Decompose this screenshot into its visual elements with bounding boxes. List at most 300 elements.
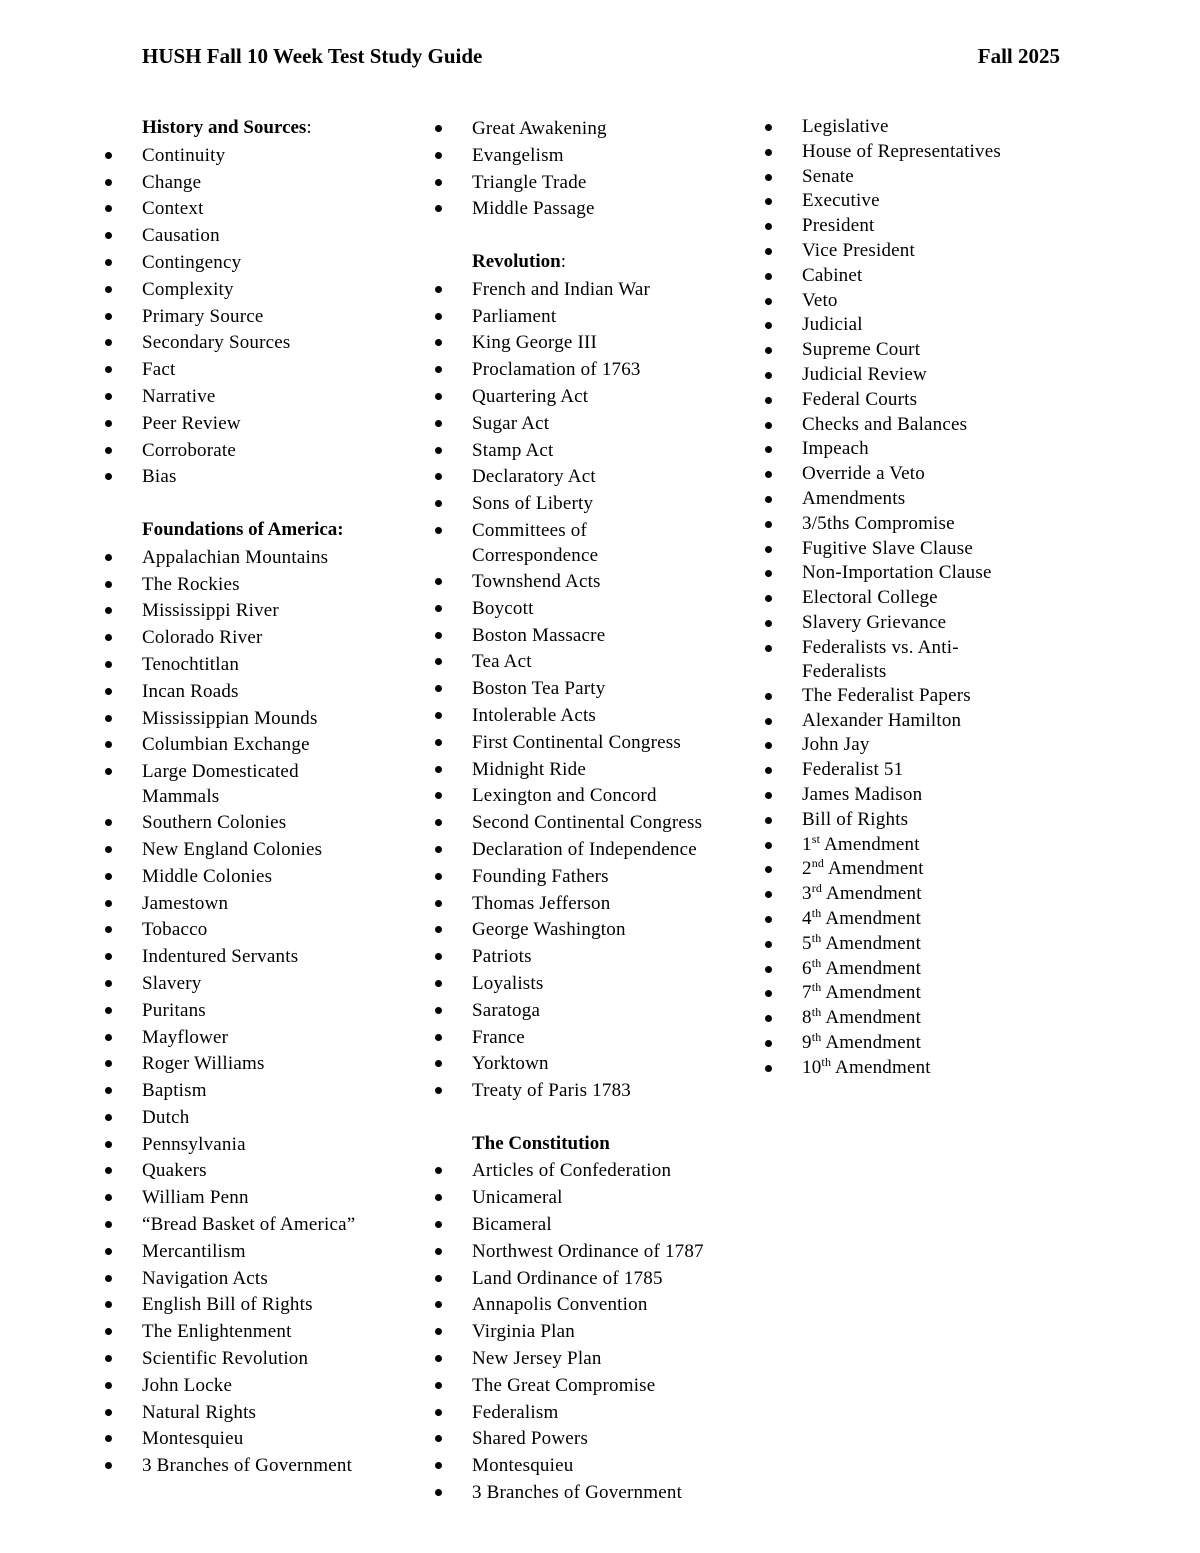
list-item-text: Annapolis Convention (472, 1294, 648, 1316)
list-item (102, 1452, 422, 1479)
bullet-icon (765, 174, 772, 181)
list-item-text: Boycott (472, 597, 534, 619)
amendment-ordinal-suffix: nd (811, 856, 825, 871)
bullet-icon (435, 819, 442, 826)
section-title (472, 1131, 752, 1158)
list-item (432, 970, 752, 997)
bullet-icon (105, 1409, 112, 1416)
amendment-number: 8 (802, 1007, 812, 1029)
list-item (432, 1265, 752, 1292)
list-item-text: Bias (142, 466, 177, 488)
bullet-icon (765, 248, 772, 255)
list-item-text: Mercantilism (142, 1240, 246, 1262)
bullet-icon (765, 446, 772, 453)
list-item (102, 731, 422, 758)
list-item (762, 264, 1082, 289)
bullet-icon (435, 1435, 442, 1442)
list-item (102, 651, 422, 678)
list-item (102, 916, 422, 943)
list-item-text: Judicial (802, 314, 863, 336)
list-item-text: Complexity (142, 278, 234, 300)
list-item (432, 997, 752, 1024)
list-item (102, 836, 422, 863)
list-item-text: Roger Williams (142, 1053, 265, 1075)
bullet-icon (435, 1221, 442, 1228)
list-item (432, 1479, 752, 1506)
list-item (102, 705, 422, 732)
list-item (102, 1265, 422, 1292)
bullet-icon (765, 124, 772, 131)
bullet-icon (435, 712, 442, 719)
amendment-number: 10 (802, 1056, 822, 1078)
list-item-text: Primary Source (142, 305, 264, 327)
list-item (432, 1345, 752, 1372)
list-item-text: Treaty of Paris 1783 (472, 1080, 631, 1102)
list-item-text: Bill of Rights (802, 808, 909, 830)
list-item (762, 684, 1082, 709)
bullet-icon (765, 990, 772, 997)
list-item-text: New England Colonies (142, 838, 323, 860)
amendment-ordinal-suffix: th (811, 955, 822, 970)
list-item (432, 303, 752, 330)
list-item (102, 169, 422, 196)
bullet-icon (105, 1167, 112, 1174)
list-item-text: The Rockies (142, 573, 240, 595)
list-item-text: Executive (802, 190, 880, 212)
list-item (762, 611, 1082, 636)
list-item (102, 1318, 422, 1345)
list-item (432, 622, 752, 649)
list-item-text: Electoral College (802, 587, 938, 609)
bullet-icon (435, 447, 442, 454)
bullet-icon (105, 1087, 112, 1094)
list-item (762, 115, 1082, 140)
list-item (102, 1024, 422, 1051)
list-item-text: Unicameral (472, 1187, 563, 1209)
amendment-ordinal-suffix: th (811, 1005, 822, 1020)
list-item-text: Thomas Jefferson (472, 892, 611, 914)
list-item (432, 1372, 752, 1399)
list-item (432, 1211, 752, 1238)
list-item-text: Articles of Confederation (472, 1160, 672, 1182)
list-item-text: Incan Roads (142, 680, 239, 702)
bullet-icon (435, 873, 442, 880)
bullet-icon (765, 866, 772, 873)
list-item (102, 410, 422, 437)
term-list (762, 833, 1082, 1081)
amendment-number: 3 (802, 883, 812, 905)
list-item (762, 512, 1082, 537)
amendment-number: 5 (802, 932, 812, 954)
bullet-icon (105, 339, 112, 346)
list-item (102, 1291, 422, 1318)
list-item-text: Intolerable Acts (472, 704, 597, 726)
bullet-icon (765, 521, 772, 528)
list-item (102, 1399, 422, 1426)
list-item-text: The Federalist Papers (802, 684, 971, 706)
bullet-icon (435, 1301, 442, 1308)
list-item-text: Change (142, 171, 202, 193)
bullet-icon (765, 198, 772, 205)
section-title (472, 249, 752, 276)
bullet-icon (435, 1194, 442, 1201)
list-item (762, 388, 1082, 413)
bullet-icon (765, 767, 772, 774)
bullet-icon (105, 634, 112, 641)
document-title: HUSH Fall 10 Week Test Study Guide (142, 44, 483, 68)
list-item (432, 648, 752, 675)
list-item (102, 678, 422, 705)
list-item-text: Quakers (142, 1160, 207, 1182)
list-item (432, 1291, 752, 1318)
list-item (432, 1157, 752, 1184)
bullet-icon (435, 578, 442, 585)
bullet-icon (435, 473, 442, 480)
list-item-text: Loyalists (472, 972, 544, 994)
list-item-text: Large Domesticated Mammals (142, 761, 299, 808)
list-item-text: Great Awakening (472, 118, 607, 139)
bullet-icon (435, 1328, 442, 1335)
list-item (102, 437, 422, 464)
list-item (762, 733, 1082, 758)
list-item (432, 115, 752, 142)
amendment-item (762, 1056, 1082, 1081)
bullet-icon (105, 873, 112, 880)
list-item-text: Federalism (472, 1401, 559, 1423)
list-item-text: Causation (142, 225, 220, 247)
list-item-text: Puritans (142, 999, 206, 1021)
bullet-icon (435, 926, 442, 933)
list-item-text: Peer Review (142, 412, 241, 434)
amendment-label: Amendment (825, 1031, 922, 1053)
list-item-text: Pennsylvania (142, 1133, 246, 1155)
bullet-icon (765, 1040, 772, 1047)
section-revolution (432, 249, 752, 1104)
section-history-and-sources (102, 115, 422, 490)
bullet-icon (765, 1015, 772, 1022)
list-item (762, 363, 1082, 388)
list-item-text: 3/5ths Compromise (802, 512, 955, 534)
list-item-text: Federalists vs. Anti-Federalists (802, 636, 959, 682)
list-item (102, 195, 422, 222)
list-item-text: Legislative (802, 116, 889, 137)
bullet-icon (105, 179, 112, 186)
list-item-text: French and Indian War (472, 278, 651, 300)
list-item-text: Virginia Plan (472, 1321, 575, 1343)
list-item-text: George Washington (472, 919, 626, 941)
bullet-icon (435, 286, 442, 293)
section-col2-part1 (432, 115, 752, 222)
bullet-icon (765, 817, 772, 824)
list-item (432, 1452, 752, 1479)
bullet-icon (105, 1462, 112, 1469)
list-item-text: President (802, 215, 875, 237)
list-item-text: Sons of Liberty (472, 493, 594, 515)
list-item-text: Mississippian Mounds (142, 707, 318, 729)
list-item (102, 222, 422, 249)
section-title-text: Revolution (472, 250, 561, 272)
amendment-label: Amendment (826, 883, 922, 905)
section-col3-part2 (762, 833, 1082, 1081)
list-item-text: Override a Veto (802, 463, 925, 485)
list-item-text: House of Representatives (802, 140, 1001, 162)
list-item (102, 597, 422, 624)
bullet-icon (105, 926, 112, 933)
list-item (432, 595, 752, 622)
list-item-text: Corroborate (142, 439, 236, 461)
term-list (102, 142, 422, 490)
list-item-text: Middle Passage (472, 198, 595, 220)
bullet-icon (435, 527, 442, 534)
list-item-text: Tea Act (472, 651, 532, 673)
list-item (432, 356, 752, 383)
list-item-text: Impeach (802, 438, 869, 460)
amendment-ordinal-suffix: th (811, 1029, 822, 1044)
bullet-icon (105, 1275, 112, 1282)
term-list (432, 1157, 752, 1505)
term-list (432, 276, 752, 1104)
amendment-item (762, 1006, 1082, 1031)
list-item-text: Senate (802, 165, 854, 187)
list-item (762, 783, 1082, 808)
bullet-icon (105, 447, 112, 454)
list-item-text: Proclamation of 1763 (472, 359, 641, 381)
list-item (762, 709, 1082, 734)
section-title-text: Foundations of America: (142, 518, 344, 540)
list-item-text: Bicameral (472, 1214, 552, 1236)
list-item-text: Boston Tea Party (472, 678, 606, 700)
list-item-text: Secondary Sources (142, 332, 291, 354)
list-item-text: First Continental Congress (472, 731, 681, 753)
bullet-icon (765, 471, 772, 478)
list-item-text: Natural Rights (142, 1401, 257, 1423)
page-header (142, 44, 1060, 69)
amendment-label: Amendment (825, 982, 922, 1004)
list-item (102, 571, 422, 598)
bullet-icon (105, 1034, 112, 1041)
list-item (102, 1238, 422, 1265)
bullet-icon (765, 322, 772, 329)
amendment-ordinal-suffix: rd (811, 881, 823, 896)
list-item-text: Context (142, 198, 204, 220)
list-item-text: Shared Powers (472, 1428, 589, 1450)
bullet-icon (765, 916, 772, 923)
amendment-item (762, 1031, 1082, 1056)
bullet-icon (765, 273, 772, 280)
term-list (432, 115, 752, 222)
list-item-text: Fugitive Slave Clause (802, 537, 973, 559)
list-item-text: Columbian Exchange (142, 734, 310, 756)
list-item-text: Middle Colonies (142, 865, 273, 887)
bullet-icon (105, 259, 112, 266)
amendment-label: Amendment (824, 833, 920, 855)
section-the-constitution (432, 1131, 752, 1506)
list-item (432, 1238, 752, 1265)
list-item (432, 1050, 752, 1077)
column-2 (432, 115, 752, 1533)
list-item-text: Alexander Hamilton (802, 709, 962, 731)
list-item (432, 1318, 752, 1345)
list-item-text: Narrative (142, 385, 216, 407)
list-item-text: Stamp Act (472, 439, 554, 461)
list-item-text: Mayflower (142, 1026, 229, 1048)
bullet-icon (765, 149, 772, 156)
list-item-text: Patriots (472, 946, 532, 968)
list-item (102, 249, 422, 276)
bullet-icon (105, 286, 112, 293)
list-item (102, 1050, 422, 1077)
list-item-text: Southern Colonies (142, 812, 287, 834)
list-item-text: Yorktown (472, 1053, 549, 1075)
list-item (432, 702, 752, 729)
list-item (432, 1184, 752, 1211)
bullet-icon (435, 1087, 442, 1094)
list-item-text: 3 Branches of Government (472, 1482, 683, 1504)
list-item-text: Navigation Acts (142, 1267, 268, 1289)
list-item (762, 313, 1082, 338)
list-item-text: Quartering Act (472, 385, 589, 407)
bullet-icon (105, 846, 112, 853)
list-item-text: France (472, 1026, 525, 1048)
bullet-icon (435, 900, 442, 907)
section-title-suffix: : (306, 117, 312, 138)
bullet-icon (435, 205, 442, 212)
list-item-text: James Madison (802, 783, 923, 805)
list-item (432, 675, 752, 702)
bullet-icon (105, 1328, 112, 1335)
list-item (762, 289, 1082, 314)
list-item (762, 561, 1082, 586)
list-item (762, 537, 1082, 562)
bullet-icon (105, 1435, 112, 1442)
bullet-icon (765, 891, 772, 898)
term-label: Fall 2025 (977, 44, 1060, 68)
list-item-text: Triangle Trade (472, 171, 587, 193)
list-item (762, 140, 1082, 165)
bullet-icon (765, 718, 772, 725)
list-item (762, 239, 1082, 264)
amendment-item (762, 833, 1082, 858)
list-item (432, 142, 752, 169)
list-item-text: Jamestown (142, 892, 229, 914)
bullet-icon (435, 1248, 442, 1255)
amendment-item (762, 932, 1082, 957)
bullet-icon (435, 420, 442, 427)
list-item-text: Continuity (142, 144, 226, 166)
list-item (432, 836, 752, 863)
bullet-icon (105, 980, 112, 987)
list-item (432, 1399, 752, 1426)
list-item (432, 890, 752, 917)
bullet-icon (435, 152, 442, 159)
list-item-text: Saratoga (472, 999, 541, 1021)
amendment-label: Amendment (825, 907, 922, 929)
list-item-text: Parliament (472, 305, 557, 327)
list-item (102, 356, 422, 383)
list-item (102, 809, 422, 836)
bullet-icon (105, 232, 112, 239)
amendment-label: Amendment (835, 1056, 931, 1078)
bullet-icon (435, 1167, 442, 1174)
list-item-text: Judicial Review (802, 363, 927, 385)
list-item (432, 169, 752, 196)
list-item (762, 165, 1082, 190)
list-item-text: Federal Courts (802, 388, 918, 410)
list-item (432, 1077, 752, 1104)
list-item (762, 586, 1082, 611)
list-item (102, 1372, 422, 1399)
list-item-text: Federalist 51 (802, 759, 904, 781)
list-item (762, 636, 1082, 684)
bullet-icon (765, 347, 772, 354)
bullet-icon (435, 1409, 442, 1416)
list-item-text: Land Ordinance of 1785 (472, 1267, 663, 1289)
list-item-text: Mississippi River (142, 600, 279, 622)
list-item (102, 329, 422, 356)
list-item-text: John Jay (802, 734, 870, 756)
list-item-text: Checks and Balances (802, 413, 968, 435)
list-item (102, 1077, 422, 1104)
list-item (102, 383, 422, 410)
bullet-icon (435, 980, 442, 987)
list-item (762, 338, 1082, 363)
bullet-icon (765, 570, 772, 577)
bullet-icon (765, 966, 772, 973)
list-item-text: English Bill of Rights (142, 1294, 313, 1316)
term-list (762, 115, 1082, 833)
bullet-icon (105, 473, 112, 480)
list-item-text: Vice President (802, 239, 915, 261)
list-item-text: Founding Fathers (472, 865, 609, 887)
column-3 (762, 115, 1082, 1080)
list-item (432, 490, 752, 517)
bullet-icon (435, 685, 442, 692)
list-item (102, 1184, 422, 1211)
bullet-icon (105, 953, 112, 960)
amendment-item (762, 882, 1082, 907)
bullet-icon (105, 1141, 112, 1148)
amendment-number: 2 (802, 858, 812, 880)
amendment-label: Amendment (825, 1007, 922, 1029)
list-item-text: The Great Compromise (472, 1374, 656, 1396)
bullet-icon (435, 1275, 442, 1282)
bullet-icon (435, 500, 442, 507)
list-item (102, 1211, 422, 1238)
bullet-icon (765, 693, 772, 700)
section-title (142, 517, 422, 544)
list-item (102, 1104, 422, 1131)
amendment-number: 9 (802, 1031, 812, 1053)
list-item (432, 568, 752, 595)
bullet-icon (105, 661, 112, 668)
bullet-icon (105, 1060, 112, 1067)
list-item-text: Tenochtitlan (142, 653, 240, 675)
list-item-text: Amendments (802, 487, 906, 509)
bullet-icon (765, 792, 772, 799)
bullet-icon (435, 339, 442, 346)
bullet-icon (435, 1060, 442, 1067)
bullet-icon (105, 554, 112, 561)
list-item-text: Non-Importation Clause (802, 562, 992, 584)
amendment-number: 7 (802, 982, 812, 1004)
bullet-icon (435, 605, 442, 612)
bullet-icon (105, 152, 112, 159)
list-item (102, 1425, 422, 1452)
bullet-icon (435, 1007, 442, 1014)
bullet-icon (765, 496, 772, 503)
bullet-icon (105, 900, 112, 907)
amendment-ordinal-suffix: th (811, 980, 822, 995)
